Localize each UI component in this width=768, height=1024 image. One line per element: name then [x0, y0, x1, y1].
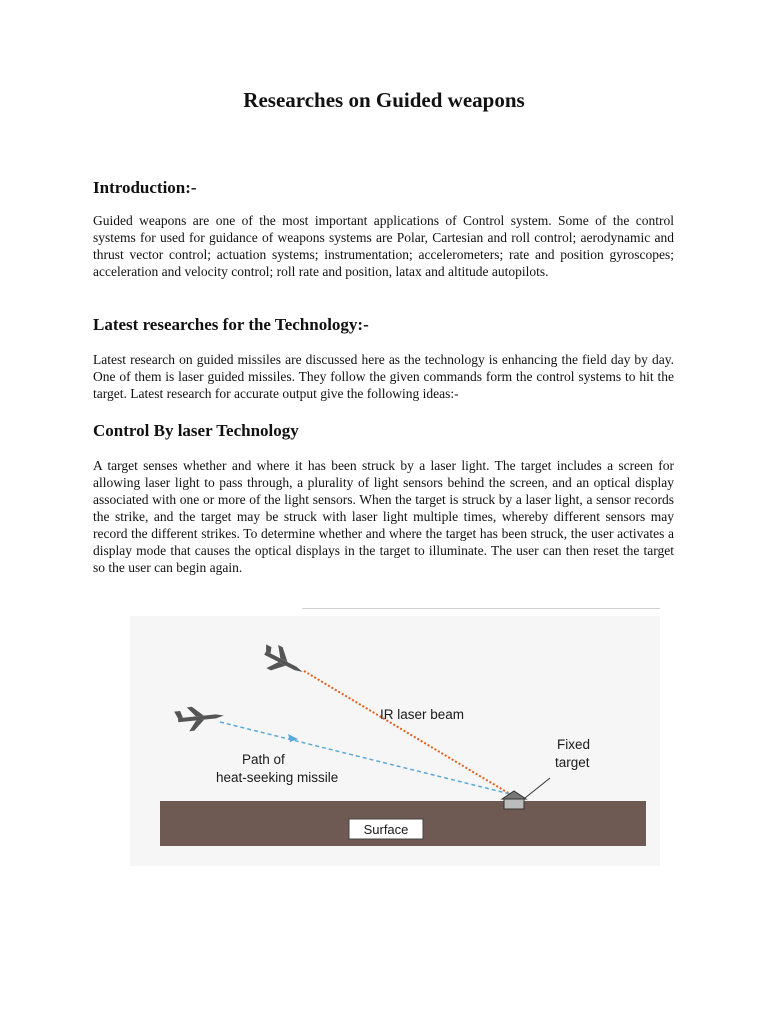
missile-path-label-line1: Path of: [242, 752, 285, 767]
target-pointer-line: [525, 778, 550, 798]
laser-guidance-figure: [130, 608, 660, 866]
section-body-latest-research: Latest research on guided missiles are discussed here as the technology is enhancing the field day by day. One of them is laser guided missiles. They follow the given commands form the control systems to hit the target. Latest research for accurate output give the following ideas:-: [93, 352, 674, 401]
ir-laser-beam-label: IR laser beam: [380, 707, 465, 722]
target-building-icon: [502, 791, 526, 809]
section-heading-latest-research: Latest researches for the Technology:-: [93, 315, 369, 334]
fixed-target-label-line1: Fixed: [557, 737, 591, 752]
page-title: Researches on Guided weapons: [243, 88, 525, 112]
section-body-introduction: Guided weapons are one of the most important applications of Control system. Some of the control systems for used for guidance of weapons systems are Polar, Cartesian and roll control; aerodynamic and thrust vector control; actuation systems; instrumentation; accelerometers; rate and position gyroscopes; acceleration and velocity control; roll rate and position, latax and altitude autopilots.: [93, 213, 674, 279]
figure-diagram: [130, 608, 660, 866]
fixed-target-label-line2: target: [555, 755, 590, 770]
section-heading-introduction: Introduction:-: [93, 178, 197, 197]
section-heading-laser-technology: Control By laser Technology: [93, 421, 299, 440]
section-body-laser-technology: A target senses whether and where it has been struck by a laser light. The target includes a screen for allowing laser light to pass through, a plurality of light sensors behind the screen, and an optical display associated with one or more of the light sensors. When the target is struck by a laser light, a sensor records the strike, and the target may be struck with laser light multiple times, whereby different sensors may record the different strikes. To determine whether and where the target has been struck, the user activates a display mode that causes the optical displays in the target to illuminate. The user can then reset the target so the user can begin again.: [93, 458, 674, 575]
aircraft-icon: [174, 704, 225, 733]
surface-label: Surface: [363, 822, 409, 837]
aircraft-icon: [257, 640, 309, 684]
missile-path-label-line2: heat-seeking missile: [216, 770, 339, 785]
